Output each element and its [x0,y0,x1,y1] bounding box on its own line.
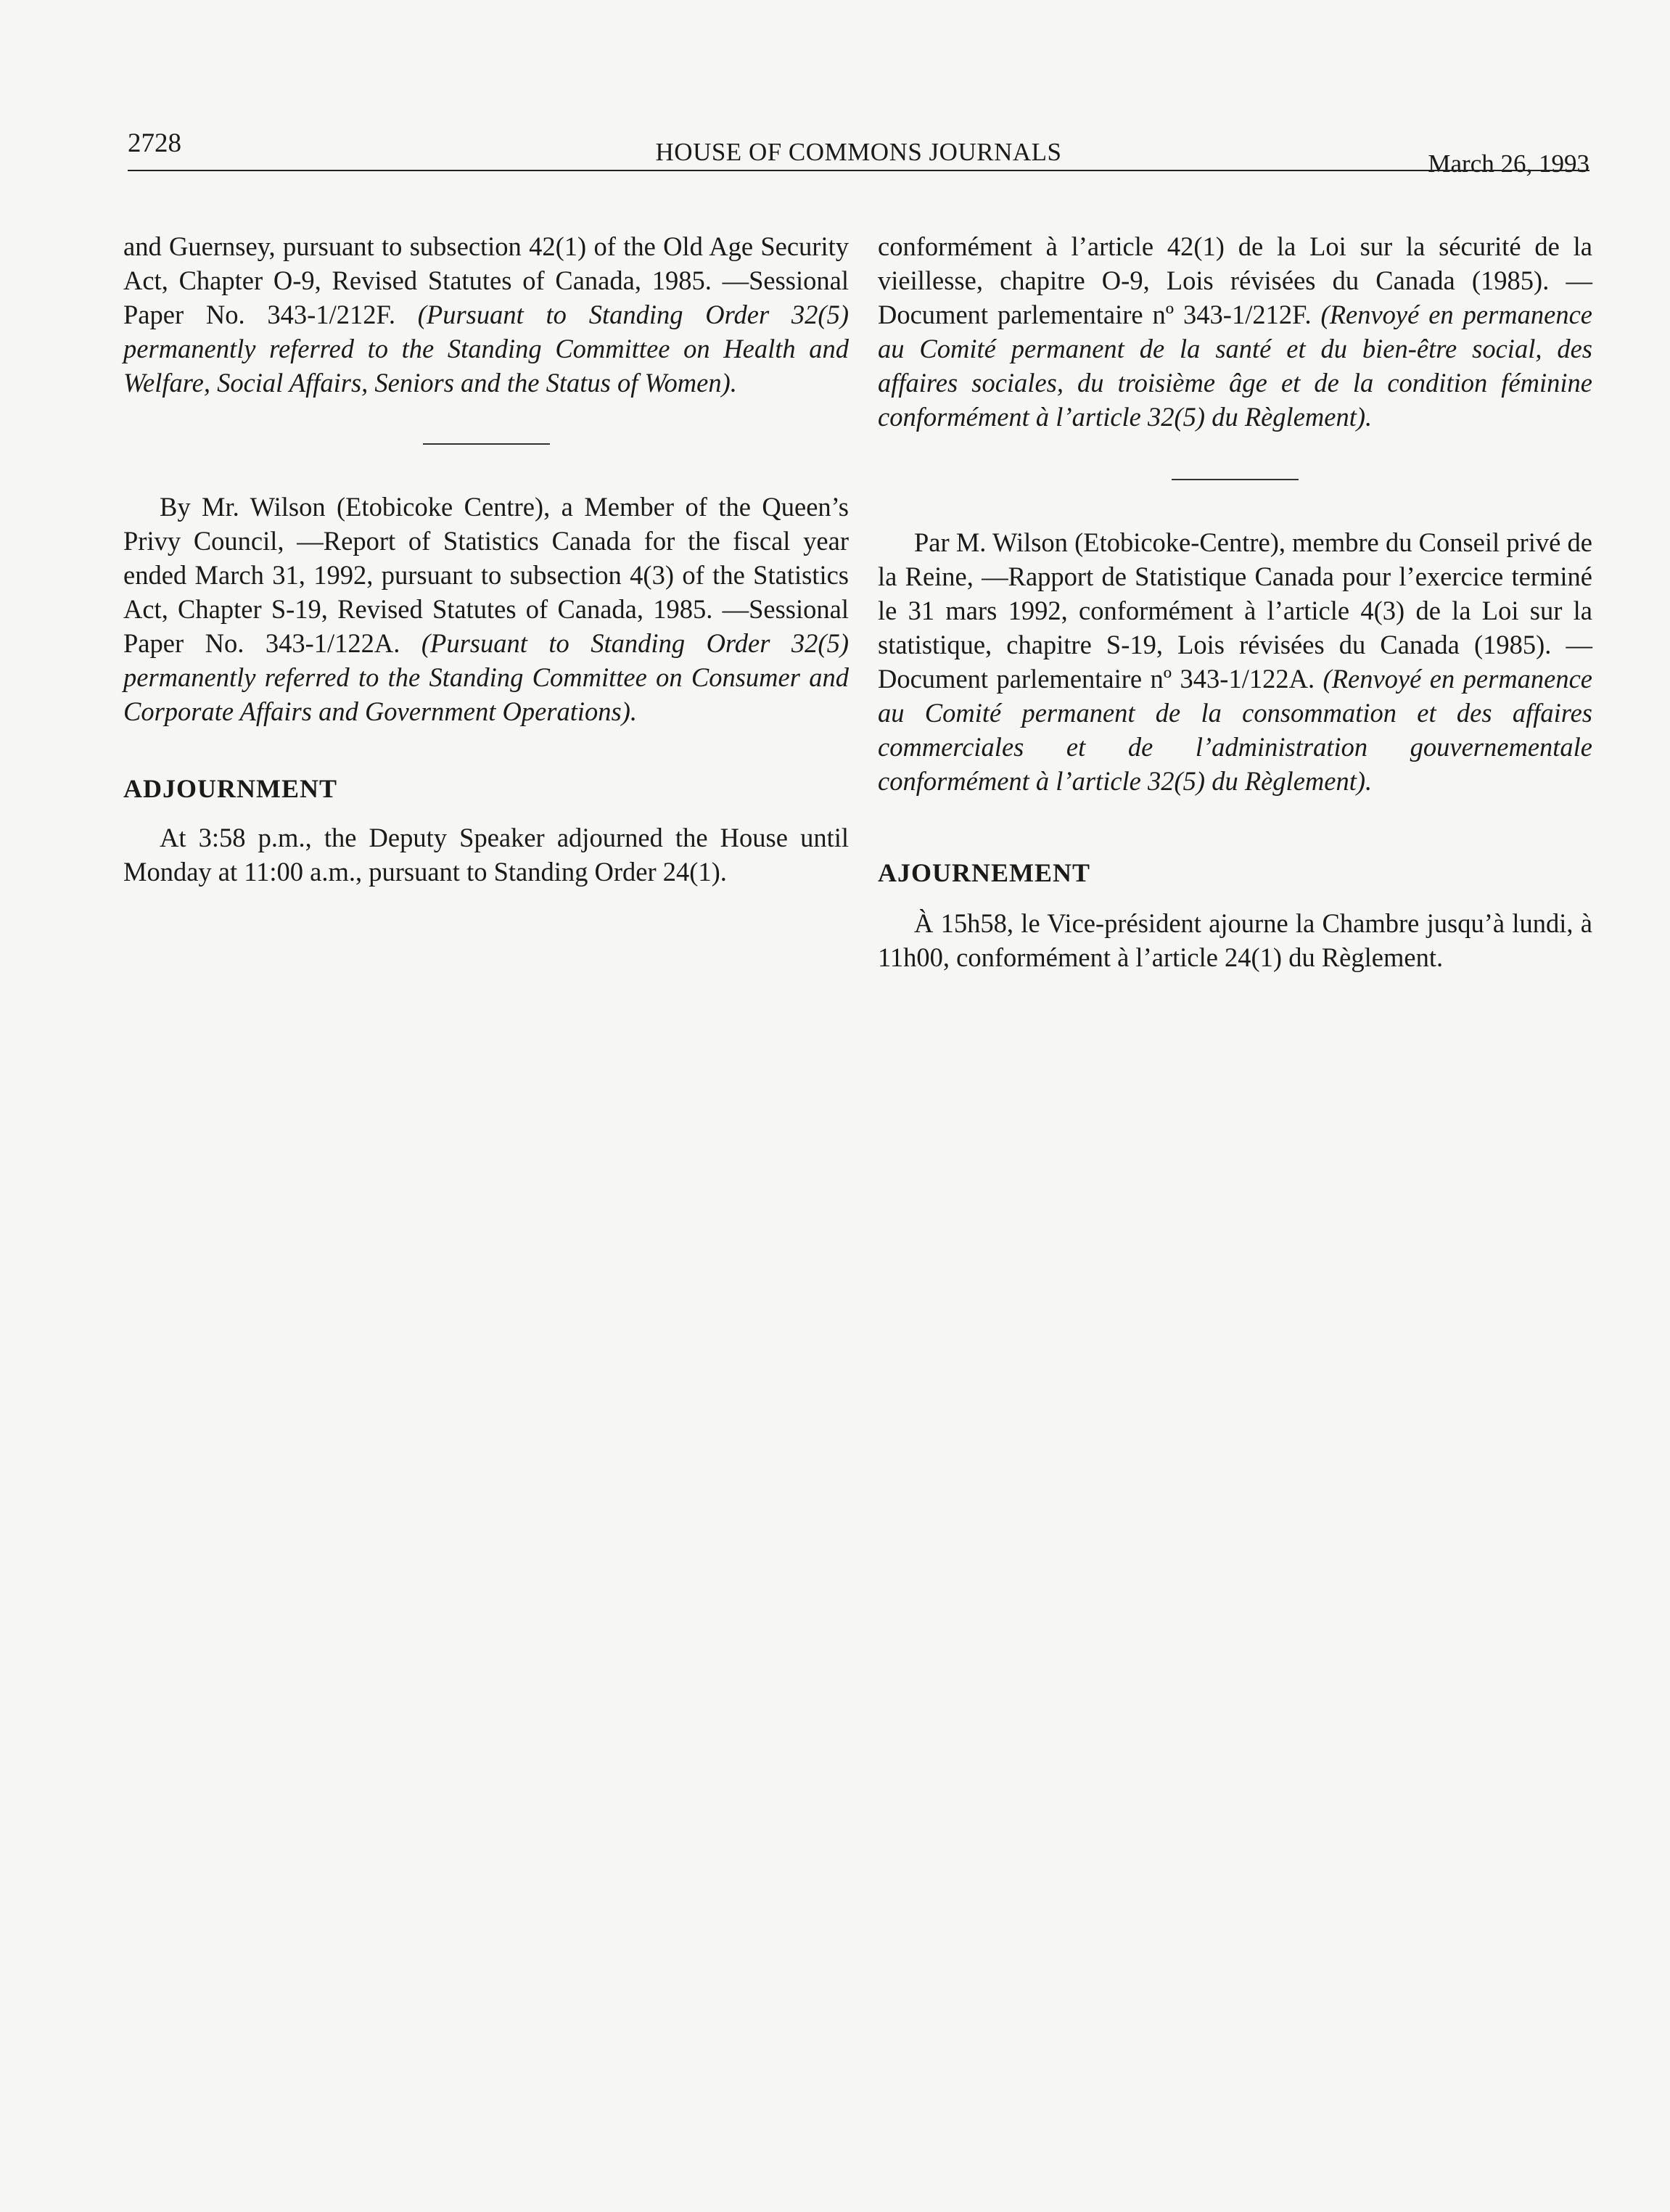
header-rule [128,170,1589,171]
english-column [123,229,849,889]
english-paragraph-statistics [123,490,849,728]
issue-date: March 26, 1993 [1428,149,1589,178]
english-paragraph-guernsey-referral: (Pursuant to Standing Order 32(5) permanently referred to the Standing Committee on Health and Welfare, Social Affairs, Seniors and the Status of Women). [123,300,849,398]
page-number: 2728 [128,128,181,158]
ajournement-heading: AJOURNEMENT [878,858,1091,887]
french-paragraph-statistics-referral: (Renvoyé en permanence au Comité permanent de la consommation et des affaires commerciales et de l’administration gouvernementale conformément à l’article 32(5) du Règlement). [878,664,1593,796]
french-paragraph-guernsey-text: conformément à l’article 42(1) de la Loi sur la sécurité de la vieillesse, chapitre O-9, Lois révisées du Canada (1985). —Document parlementaire nº 343-1/212F. [878,231,1592,329]
french-paragraph-adjournment: À 15h58, le Vice-président ajourne la Chambre jusqu’à lundi, à 11h00, conformément à l’article 24(1) du Règlement. [878,908,1592,972]
french-paragraph-statistics [878,525,1592,798]
french-paragraph-guernsey-referral: (Renvoyé en permanence au Comité permanent de la santé et du bien-être social, des affaires sociales, du troisième âge et de la condition féminine conformément à l’article 32(5) du Règlement). [878,300,1592,432]
section-separator [1172,479,1299,480]
journal-title: HOUSE OF COMMONS JOURNALS [655,138,1062,166]
running-head [128,128,1589,178]
french-column [878,229,1592,974]
english-paragraph-statistics-text: By Mr. Wilson (Etobicoke Centre), a Member of the Queen’s Privy Council, —Report of Statistics Canada for the fiscal year ended March 31, 1992, pursuant to subsection 4(3) of the Statistics Act, Chapter S-19, Revised Statutes of Canada, 1985. —Sessional Paper No. 343-1/122A. [123,492,849,658]
french-paragraph-statistics-text: Par M. Wilson (Etobicoke-Centre), membre du Conseil privé de la Reine, —Rapport de Statistique Canada pour l’exercice terminé le 31 mars 1992, conformément à l’article 4(3) de la Loi sur la statistique, chapitre S-19, Lois révisées du Canada (1985). —Document parlementaire nº 343-1/122A. [878,527,1592,694]
english-paragraph-guernsey [123,229,849,400]
english-paragraph-adjournment: At 3:58 p.m., the Deputy Speaker adjourned the House until Monday at 11:00 a.m., pursuant to Standing Order 24(1). [123,823,849,887]
english-paragraph-guernsey-text: and Guernsey, pursuant to subsection 42(1) of the Old Age Security Act, Chapter O-9, Revised Statutes of Canada, 1985. —Sessional Paper No. 343-1/212F. [123,231,849,329]
adjournment-heading: ADJOURNMENT [123,774,337,803]
french-paragraph-guernsey [878,229,1592,434]
english-paragraph-statistics-referral: (Pursuant to Standing Order 32(5) permanently referred to the Standing Committee on Consumer and Corporate Affairs and Government Operations). [123,628,849,726]
section-separator [423,443,550,445]
